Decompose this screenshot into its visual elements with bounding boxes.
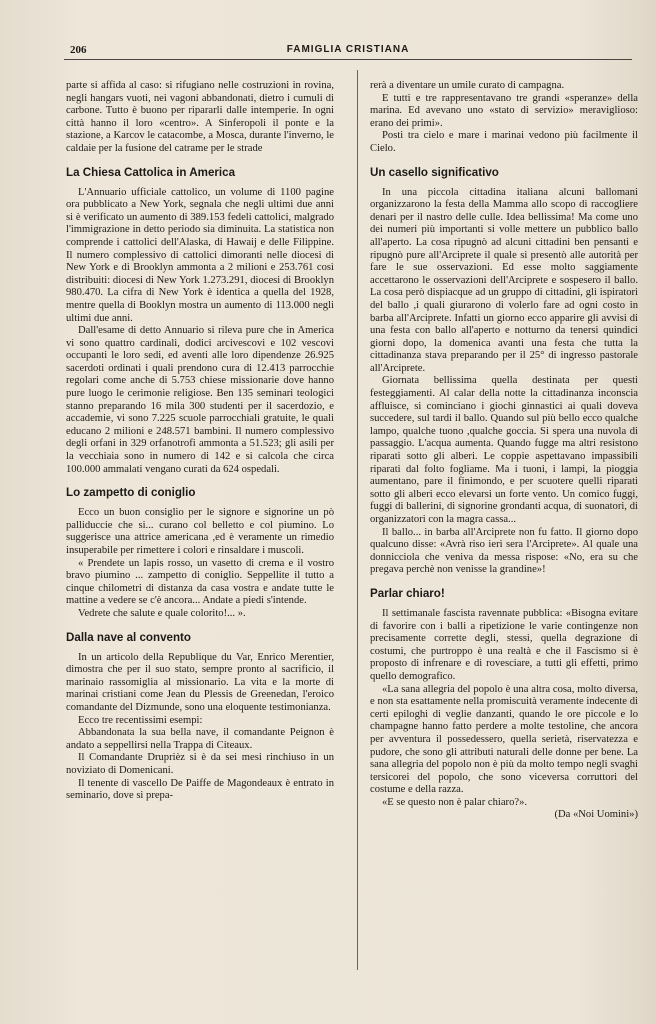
article-paragraph: Il tenente di vascello De Paiffe de Magondeaux è entrato in seminario, dove si prepa- [66,777,334,802]
continued-paragraph: parte si affida al caso: si rifugiano nelle costruzioni in rovina, negli hangars vuoti, nei vagoni abbandonati, dietro i cumuli di carbone. Tutto è buono per ripararli dalle intemperie. In ogni città hanno il loro «centro». A Sinferopoli il ponte e la stazione, a Karcov le catacombe, a Mosca, durante l'inverno, le caldaie per la fusione del catrame per le strade [66,80,334,154]
heading-nave-convento: Dalla nave al convento [66,630,192,644]
article-paragraph: Il settimanale fascista ravennate pubblica: «Bisogna evitare di favorire con i balli a ripetizione le varie contingenze non precisamente corrette degli, stessi, quella degrazione di costumi, che purtroppo è una realtà e che il Fascismo si è proposto di infrenare e di rovesciare, a tutti gli effetti, primo quello demografico. [370,607,638,682]
heading-chiesa-cattolica: La Chiesa Cattolica in America [66,165,236,179]
source-attribution: (Da «Noi Uomini») [554,809,638,821]
article-paragraph: E tutti e tre rappresentavano tre grandi «speranze» della marina. Ed avevano uno «stato di servizio» meraviglioso: erano dei primi». [370,92,638,129]
article-paragraph: Abbandonata la sua bella nave, il comandante Peignon è andato a seppellirsi nella Trappa di Citeaux. [66,727,334,751]
article-paragraph: Ecco tre recentissimi esempi: [78,714,203,726]
right-column [370,80,638,822]
article-paragraph: «La sana allegria del popolo è una altra cosa, molto diversa, e non sta esattamente nella promiscuità veramente indecente di certi epiloghi di veglie danzanti, quando le ore piccole e lo champagne hanno fatto perdere a molte testoline, che ancora per avventura il possedessero, quella serietà, riservatezza e pudore, che sono gli attributi naturali delle donne per bene. La sana allegria del popolo non è più da molto tempo negli svaghi tersicorei del popolo, che sono viceversa corruttori del costume e della razza. [370,683,638,796]
heading-parlar-chiaro: Parlar chiaro! [370,586,445,600]
article-paragraph: Il ballo... in barba all'Arciprete non fu fatto. Il giorno dopo qualcuno disse: «Avrà riso ieri sera l'Arciprete». Al quale una donnicciola che veniva da messa rispose: «No, era su che pregava perchè non venisse la grandine»! [370,526,638,576]
heading-casello-significativo: Un casello significativo [370,165,499,179]
page-header [64,41,632,60]
article-paragraph: Posti tra cielo e mare i marinai vedono più facilmente il Cielo. [370,130,638,154]
column-divider [357,70,358,970]
left-column [66,80,334,803]
article-paragraph: Ecco un buon consiglio per le signore e signorine un pò palliduccie che si... curano col belletto e col piumino. Lo suggerisce una attrice americana ,ed è veramente un rimedio insuperabile per rimettere i colori e rinsaldare i muscoli. [66,507,334,556]
article-paragraph: Vedrete che salute e quale colorito!... ». [78,607,246,619]
article-paragraph: Dall'esame di detto Annuario si rileva pure che in America vi sono quattro cardinali, dodici arcivescovi e 102 vescovi occupanti le loro sedi, ed aventi alle loro dipendenze 26.925 sacerdoti ordinati i quali prendono cura di 12.413 parrocchie regolari come anche di 5.753 chiese missionarie dove hanno pure luogo le cerimonie religiose. Ben 135 seminari teologici stanno preparando 16 mila 300 studenti per il sacerdozio, e accademie, vi sono 7.225 scuole parrocchiali gratuite, le quali educano 2 milioni e 248.571 bambini. Il numero complessivo degli orfani in 329 orfanotrofi ammonta a 51.523; gli asili per la vecchiaia sono in numero di 142 e si calcola che circa 100.000 ammalati vengano curati da 624 ospedali. [66,325,334,475]
heading-zampetto-coniglio: Lo zampetto di coniglio [66,486,196,500]
magazine-title: FAMIGLIA CRISTIANA [286,44,410,55]
article-paragraph: L'Annuario ufficiale cattolico, un volume di 1100 pagine ora pubblicato a New York, segnala che negli ultimi due anni si è verificato un aumento di 389.153 fedeli cattolici, malgrado l'immigrazione in detto periodo sia diminuita. La statistica non comprende i cattolici dell'Alaska, di Hawaij e delle Filippine. Il numero complessivo di cattolici dimoranti nelle diocesi di New York e di Brooklyn ammonta a 2 milioni e 253.761 così distribuiti: diocesi di New York 1.273.291, diocesi di Brooklyn 980.470. La cifra di New York è identica a quella del 1928, mentre quella di Booklyn mostra un aumento di 113.000 negli ultimi due anni. [66,186,334,324]
continued-paragraph: rerà a diventare un umile curato di campagna. [370,80,565,91]
article-paragraph: Giornata bellissima quella destinata per questi festeggiamenti. Al calar della notte la cittadinanza inconscia affluisce, si cominciano i giochi ginnastici ai quali doveva succedere, sul tardi il ballo. Quando sul più bello ecco qualche lampo, qualche tuono ,qualche goccia. Si spera una nuvola di passaggio. L'acqua aumenta. Quando fugge ma altri resistono riparati sotto gli alberi. Le coppie aspettavano impassibili riparati dal folto fogliame. Ma i tuoni, i lampi, la pioggia aumentano, pare il finimondo, e per scuotere quelli riparati sotto gli alberi ecco elevarsi un forte vento. Un comico fuggi, fuggi di ballerini, di signorine grondanti acqua, di suonatori, di organizzatori con la magra cassa... [370,375,638,525]
article-paragraph: « Prendete un lapis rosso, un vasetto di crema e il vostro bravo piumino ... zampetto di coniglio. Seppellite il tutto a cinque chilometri di distanza da casa vostra e andate tutte le mattine a vedere se c'è ancora... Andate a piedi s'intende. [66,557,334,607]
article-paragraph: In una piccola cittadina italiana alcuni ballomani organizzarono la festa della Mamma allo scopo di raccogliere denari per il nastro delle culle. Idea bellissima! Ma come uno dei numeri più importanti si volle mettere un pubblico ballo all'aperto. La cosa ripugnò ad alcuni cittadini ben pensanti e ripugnò pure all'Arciprete il quale si presentò alle autorità per fare le sue osservazioni. Ed esse molto saggiamente accettarono le osservazioni dell'Arciprete e sospesero il ballo. La cosa però dispiacque ad un gruppo di cittadini, gli ispiratori del ballo ,i quali giurarono di volerlo fare ad ogni costo in barba all'Arciprete. Infatti un giorno ecco apparire gli avvisi di una festa con ballo all'aperto e notturno da tenersi quindici giorni dopo, la domenica avanti una festa che tutta la cittadinanza stava preparando per il 25° di ingresso pastorale all'Arciprete. [370,186,638,374]
page-number: 206 [70,44,87,56]
article-paragraph: Il Comandante Druprièz si è da sei mesi rinchiuso in un noviziato di Domenicani. [66,752,334,776]
article-paragraph: In un articolo della Republique du Var, Enrico Merentier, dimostra che per il suo stato, sempre pronto al sacrificio, il marinaio rassomiglia al missionario. La vita e la morte di marinai cristiani come Jean du Plessis de Greenedan, l'eroico comandante del Dizmunde, sono una eloquente testimonianza. [66,651,334,713]
article-paragraph: «E se questo non è palar chiaro?». [382,796,528,808]
